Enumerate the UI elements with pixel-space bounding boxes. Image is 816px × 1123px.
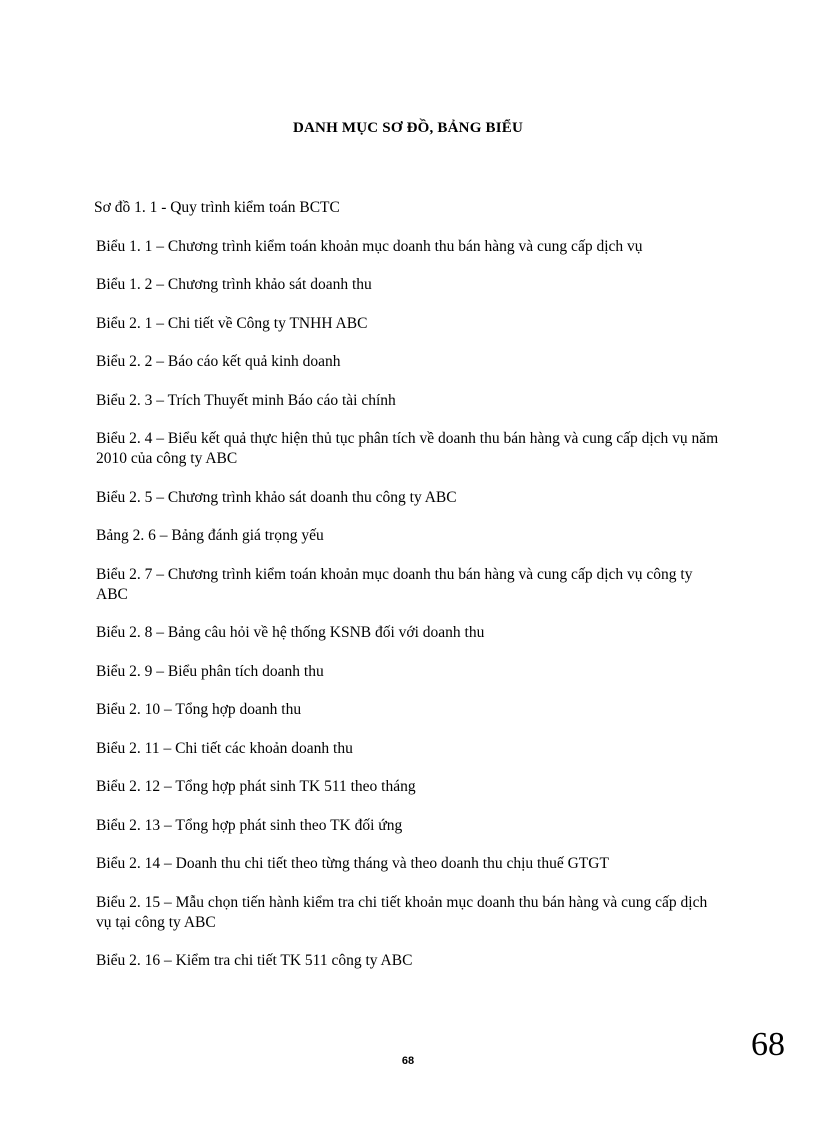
list-item: Biểu 2. 16 – Kiểm tra chi tiết TK 511 công ty ABC — [96, 952, 413, 969]
list-item: Biểu 2. 11 – Chi tiết các khoản doanh thu — [96, 739, 353, 757]
list-item: Biểu 2. 1 – Chi tiết về Công ty TNHH ABC — [96, 314, 368, 332]
list-item: Biểu 2. 13 – Tổng hợp phát sinh theo TK đối ứng — [96, 816, 403, 834]
list-item: Biểu 2. 15 – Mẫu chọn tiến hành kiểm tra chi tiết khoản mục doanh thu bán hàng và cung cấp dịch vụ tại công ty ABC — [96, 893, 708, 931]
list-item: Bảng 2. 6 – Bảng đánh giá trọng yếu — [96, 527, 324, 544]
list-item: Biểu 2. 2 – Báo cáo kết quả kinh doanh — [96, 353, 341, 370]
list-item: Biểu 2. 5 – Chương trình khảo sát doanh thu công ty ABC — [96, 488, 457, 506]
list-item: Biểu 2. 3 – Trích Thuyết minh Báo cáo tài chính — [96, 391, 396, 409]
list-item: Biểu 2. 10 – Tổng hợp doanh thu — [96, 701, 302, 718]
list-item: Biểu 2. 9 – Biểu phân tích doanh thu — [96, 662, 324, 680]
corner-page-number: 68 — [751, 1026, 785, 1063]
list-item: Biểu 1. 2 – Chương trình khảo sát doanh thu — [96, 276, 372, 293]
list-item: Biểu 2. 8 – Bảng câu hỏi về hệ thống KSNB đối với doanh thu — [96, 624, 485, 641]
footer-page-number: 68 — [401, 1055, 415, 1067]
figure-table-list — [96, 198, 721, 990]
list-item: Biểu 2. 7 – Chương trình kiểm toán khoản mục doanh thu bán hàng và cung cấp dịch vụ công ty ABC — [96, 565, 693, 603]
list-item: Biểu 2. 12 – Tổng hợp phát sinh TK 511 theo tháng — [96, 778, 416, 795]
page-title: DANH MỤC SƠ ĐỒ, BẢNG BIỂU — [292, 120, 523, 136]
list-item: Biểu 2. 14 – Doanh thu chi tiết theo từng tháng và theo doanh thu chịu thuế GTGT — [96, 855, 609, 872]
list-item: Biểu 1. 1 – Chương trình kiểm toán khoản mục doanh thu bán hàng và cung cấp dịch vụ — [96, 237, 643, 255]
list-item: Biểu 2. 4 – Biểu kết quả thực hiện thủ tục phân tích về doanh thu bán hàng và cung cấp dịch vụ năm 2010 của công ty ABC — [96, 430, 719, 467]
list-item: Sơ đồ 1. 1 - Quy trình kiểm toán BCTC — [94, 199, 340, 216]
